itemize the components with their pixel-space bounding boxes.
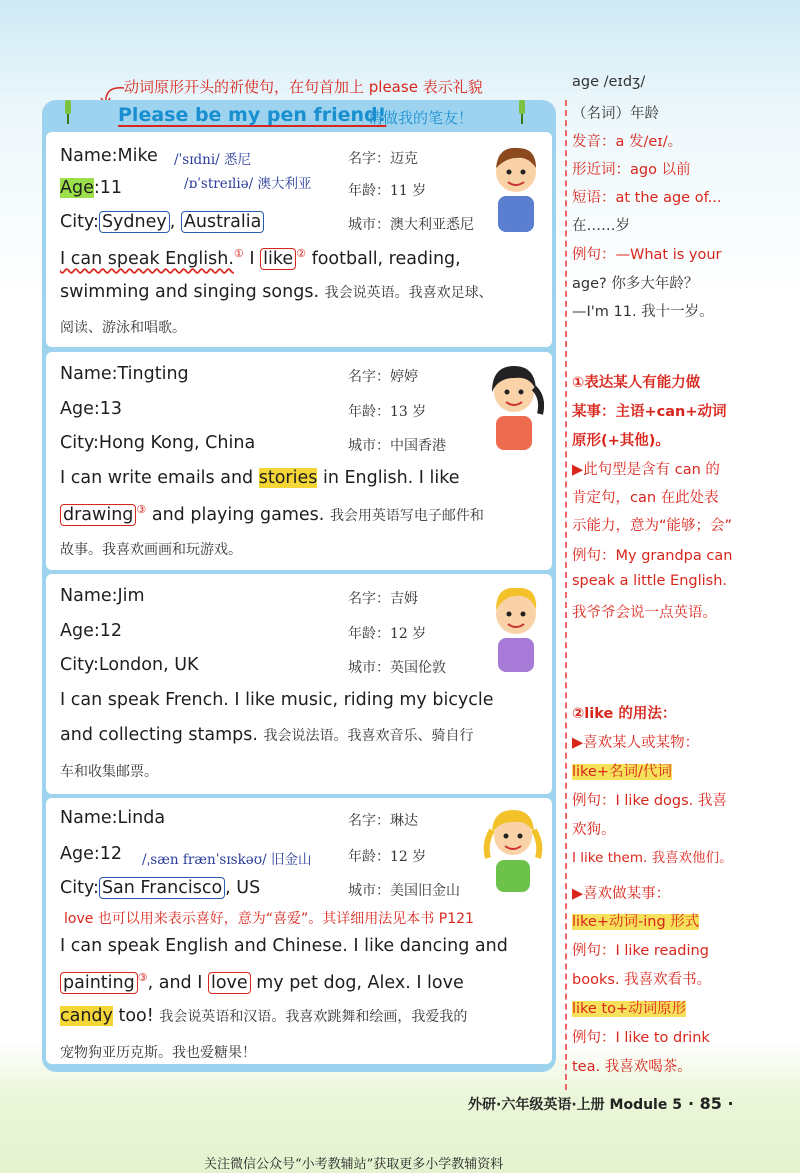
sidebar-note: 例句：I like reading [572, 943, 709, 959]
age-translation: 年龄：12 岁 [348, 849, 427, 865]
city-field: City:Hong Kong, China [60, 433, 256, 453]
name-translation: 名字：婷婷 [348, 369, 418, 385]
sidebar-note: ▶喜欢某人或某物： [572, 735, 700, 751]
boy-avatar-icon [488, 140, 544, 232]
phonetic-australia: /ɒˈstreɪliə/ 澳大利亚 [184, 176, 312, 192]
name-translation: 名字：琳达 [348, 813, 418, 829]
sidebar-note: 形近词：ago 以前 [572, 162, 691, 178]
imperative-note: 动词原形开头的祈使句，在句首加上 please 表示礼貌 [124, 78, 483, 96]
sidebar-note: —I'm 11. 我十一岁。 [572, 304, 714, 320]
phonetic-san-francisco: /ˌsæn frænˈsɪskəʊ/ 旧金山 [142, 852, 312, 868]
body-line: I can speak English.① I like ② football, reading, [60, 247, 461, 269]
age-translation: 年龄：13 岁 [348, 404, 427, 420]
city-translation: 城市：美国旧金山 [348, 883, 460, 899]
body-line: drawing ③ and playing games. 我会用英语写电子邮件和 [60, 503, 484, 525]
body-translation: 宠物狗亚历克斯。我也爱糖果！ [60, 1045, 256, 1061]
name-translation: 名字：迈克 [348, 151, 418, 167]
body-line: I can speak English and Chinese. I like dancing and [60, 936, 508, 956]
name-field: Name:Mike [60, 146, 158, 166]
sidebar-note: 某事：主语+can+动词 [572, 404, 727, 420]
sidebar-heading: ②like 的用法： [572, 706, 677, 722]
age-field: Age:12 [60, 621, 123, 641]
page-number: · 85 · [687, 1094, 734, 1113]
sidebar-note: 示能力，意为“能够；会” [572, 518, 733, 534]
city-translation: 城市：澳大利亚悉尼 [348, 217, 474, 233]
love-usage-note: love 也可以用来表示喜好，意为“喜爱”。其详细用法见本书 P121 [64, 911, 474, 927]
city-field: City: San Francisco , US [60, 878, 261, 898]
sidebar-note: 肯定句，can 在此处表 [572, 490, 719, 506]
sidebar-note: like+名词/代词 [572, 764, 672, 780]
sidebar-note: 短语：at the age of... [572, 190, 722, 206]
name-field: Name:Jim [60, 586, 145, 606]
sidebar-note: ▶此句型是含有 can 的 [572, 462, 720, 478]
sidebar-note: like+动词-ing 形式 [572, 914, 700, 930]
sidebar-note: 原形(+其他)。 [572, 433, 670, 449]
name-field: Name:Linda [60, 808, 166, 828]
sidebar-note: ▶喜欢做某事： [572, 886, 671, 902]
body-line: I can speak French. I like music, riding my bicycle [60, 690, 494, 710]
city-translation: 城市：中国香港 [348, 438, 446, 454]
sidebar-divider [565, 100, 567, 1090]
girl-avatar-icon [484, 358, 544, 450]
body-translation: 阅读、游泳和唱歌。 [60, 320, 186, 336]
pushpin-icon [516, 100, 528, 126]
sidebar-note: 例句：My grandpa can [572, 548, 733, 564]
page-title: Please be my pen friend! [118, 104, 387, 126]
body-line: painting ③, and I love my pet dog, Alex. I love [60, 971, 464, 993]
city-translation: 城市：英国伦敦 [348, 660, 446, 676]
age-field: Age:12 [60, 844, 123, 864]
age-translation: 年龄：11 岁 [348, 183, 427, 199]
sidebar-note: tea. 我喜欢喝茶。 [572, 1059, 692, 1075]
sidebar-heading: ①表达某人有能力做 [572, 375, 701, 391]
profile-card-tingting [46, 352, 552, 570]
page-title-translation: 请做我的笔友！ [368, 109, 474, 127]
sidebar-note: 欢狗。 [572, 822, 616, 838]
sidebar-note: 例句：I like to drink [572, 1030, 710, 1046]
age-field: Age:11 [60, 178, 123, 198]
body-translation: 车和收集邮票。 [60, 764, 158, 780]
age-translation: 年龄：12 岁 [348, 626, 427, 642]
girl-avatar-icon [482, 800, 544, 892]
sidebar-note: age? 你多大年龄？ [572, 276, 699, 292]
page-footer: 外研·六年级英语·上册 Module 5 · 85 · [468, 1094, 734, 1113]
sidebar-note: I like them. 我喜欢他们。 [572, 850, 733, 866]
city-field: City:London, UK [60, 655, 199, 675]
bottom-watermark-note: 关注微信公众号“小考教辅站”获取更多小学教辅资料 [204, 1157, 504, 1172]
body-translation: 故事。我喜欢画画和玩游戏。 [60, 542, 242, 558]
age-field: Age:13 [60, 399, 123, 419]
body-line: swimming and singing songs. 我会说英语。我喜欢足球、 [60, 282, 493, 302]
sidebar-note: 在……岁 [572, 218, 630, 234]
sidebar-note: speak a little English. [572, 573, 728, 589]
sidebar-note: （名词）年龄 [572, 106, 659, 122]
body-line: I can write emails and stories in English. I like [60, 468, 460, 488]
sidebar-note: 我爷爷会说一点英语。 [572, 605, 717, 621]
name-translation: 名字：吉姆 [348, 591, 418, 607]
name-field: Name:Tingting [60, 364, 189, 384]
sidebar-note: books. 我喜欢看书。 [572, 972, 712, 988]
city-field: City: Sydney , Australia [60, 212, 264, 232]
sidebar-note: 例句：I like dogs. 我喜 [572, 793, 727, 809]
sidebar-note: age /eɪdʒ/ [572, 74, 646, 90]
body-line: candy too! 我会说英语和汉语。我喜欢跳舞和绘画，我爱我的 [60, 1006, 468, 1026]
sidebar-note: 例句：—What is your [572, 247, 722, 263]
sidebar-note: like to+动词原形 [572, 1001, 687, 1017]
pushpin-icon [62, 100, 74, 126]
body-line: and collecting stamps. 我会说法语。我喜欢音乐、骑自行 [60, 725, 474, 745]
phonetic-sydney: /ˈsɪdni/ 悉尼 [174, 152, 251, 168]
sidebar-note: 发音：a 发/eɪ/。 [572, 134, 683, 150]
boy-avatar-icon [488, 580, 544, 672]
